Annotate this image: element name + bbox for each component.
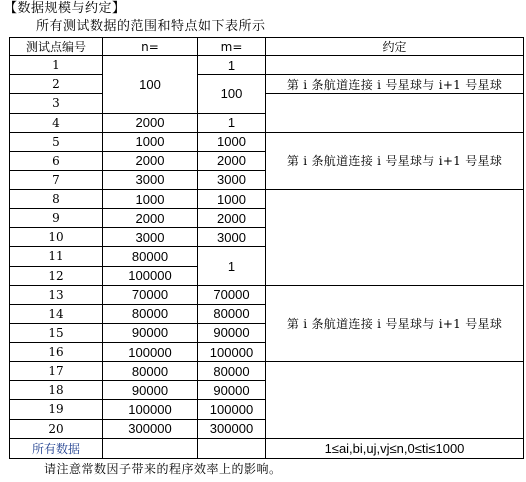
m-cell: 300000 <box>198 419 266 438</box>
n-cell: 2000 <box>103 209 198 228</box>
n-cell: 100000 <box>103 400 198 419</box>
m-cell: 80000 <box>198 304 266 323</box>
header-n: n= <box>103 38 198 56</box>
m-cell: 1000 <box>198 132 266 151</box>
constraint-cell-empty <box>266 190 524 286</box>
m-cell: 3000 <box>198 170 266 189</box>
n-cell: 100000 <box>103 343 198 362</box>
m-cell: 1 <box>198 56 266 75</box>
n-cell: 2000 <box>103 113 198 132</box>
table-row <box>10 190 524 209</box>
n-cell: 80000 <box>103 362 198 381</box>
n-cell: 100000 <box>103 266 198 285</box>
header-constraint: 约定 <box>266 38 524 56</box>
test-id-cell: 3 <box>10 94 103 113</box>
test-id-cell: 8 <box>10 190 103 209</box>
test-id-cell: 1 <box>10 56 103 75</box>
all-data-n-empty <box>103 438 198 458</box>
all-data-label: 所有数据 <box>10 438 103 458</box>
table-row <box>10 75 524 94</box>
test-id-cell: 15 <box>10 323 103 342</box>
table-row <box>10 132 524 151</box>
test-id-cell: 10 <box>10 228 103 247</box>
constraint-cell-empty <box>266 56 524 75</box>
test-id-cell: 13 <box>10 285 103 304</box>
constraint-chain-cell: 第 i 条航道连接 i 号星球与 i+1 号星球 <box>266 75 524 94</box>
m-cell: 2000 <box>198 209 266 228</box>
test-id-cell: 20 <box>10 419 103 438</box>
n-cell: 3000 <box>103 228 198 247</box>
table-row <box>10 285 524 304</box>
n-cell: 1000 <box>103 132 198 151</box>
footnote: 请注意常数因子带来的程序效率上的影响。 <box>44 462 282 476</box>
m-cell: 70000 <box>198 285 266 304</box>
constraint-chain-cell: 第 i 条航道连接 i 号星球与 i+1 号星球 <box>266 132 524 189</box>
all-data-m-empty <box>198 438 266 458</box>
n-cell: 90000 <box>103 381 198 400</box>
m-cell: 1 <box>198 247 266 285</box>
n-cell: 80000 <box>103 304 198 323</box>
m-cell: 80000 <box>198 362 266 381</box>
test-id-cell: 17 <box>10 362 103 381</box>
test-id-cell: 4 <box>10 113 103 132</box>
n-cell: 80000 <box>103 247 198 266</box>
table-row <box>10 56 524 75</box>
n-cell: 2000 <box>103 151 198 170</box>
constraint-chain-cell: 第 i 条航道连接 i 号星球与 i+1 号星球 <box>266 285 524 362</box>
n-cell: 70000 <box>103 285 198 304</box>
test-id-cell: 18 <box>10 381 103 400</box>
all-data-row <box>10 438 524 458</box>
header-m: m= <box>198 38 266 56</box>
constraint-cell-empty <box>266 94 524 132</box>
m-cell: 1 <box>198 113 266 132</box>
m-cell: 90000 <box>198 381 266 400</box>
test-id-cell: 9 <box>10 209 103 228</box>
test-id-cell: 16 <box>10 343 103 362</box>
m-cell: 90000 <box>198 323 266 342</box>
n-cell: 90000 <box>103 323 198 342</box>
test-id-cell: 5 <box>10 132 103 151</box>
m-cell: 3000 <box>198 228 266 247</box>
constraint-cell-empty <box>266 362 524 439</box>
n-cell: 3000 <box>103 170 198 189</box>
m-cell: 100000 <box>198 343 266 362</box>
test-id-cell: 14 <box>10 304 103 323</box>
test-id-cell: 12 <box>10 266 103 285</box>
header-test-id: 测试点编号 <box>10 38 103 56</box>
intro-text: 所有测试数据的范围和特点如下表所示 <box>36 19 266 34</box>
all-data-constraint <box>266 438 524 458</box>
m-cell: 100 <box>198 75 266 113</box>
test-id-cell: 11 <box>10 247 103 266</box>
test-id-cell: 6 <box>10 151 103 170</box>
m-cell: 2000 <box>198 151 266 170</box>
data-range-table <box>9 37 524 459</box>
test-id-cell: 7 <box>10 170 103 189</box>
test-id-cell: 19 <box>10 400 103 419</box>
n-cell: 1000 <box>103 190 198 209</box>
m-cell: 1000 <box>198 190 266 209</box>
n-cell: 300000 <box>103 419 198 438</box>
test-id-cell: 2 <box>10 75 103 94</box>
m-cell: 100000 <box>198 400 266 419</box>
table-row <box>10 362 524 381</box>
table-row <box>10 94 524 113</box>
table-header-row <box>10 38 524 56</box>
constraint-formula: 1≤ai,bi,uj,vj≤n,0≤ti≤1000 <box>324 440 465 456</box>
n-cell: 100 <box>103 56 198 113</box>
section-heading: 【数据规模与约定】 <box>4 1 126 16</box>
